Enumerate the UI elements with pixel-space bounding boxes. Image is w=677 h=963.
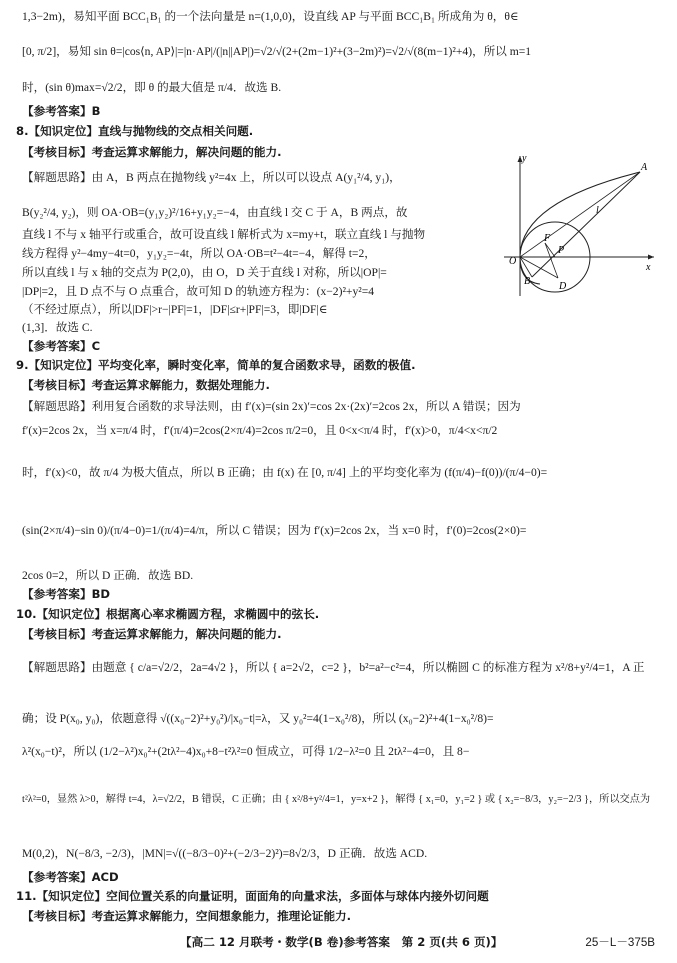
label-x: x — [646, 262, 651, 273]
text-line: 时，f′(x)<0，故 π/4 为极大值点，所以 B 正确；由 f(x) 在 [0, π/4] 上的平均变化率为 (f(π/4)−f(0))/(π/4−0)= — [22, 466, 548, 479]
text-line: (sin(2×π/4)−sin 0)/(π/4−0)=1/(π/4)=4/π，所以 C 错误；因为 f′(x)=2cos 2x，当 x=0 时，f′(0)=2cos(2×0)= — [22, 524, 527, 537]
label-l: l — [596, 205, 599, 216]
answer-label: 【参考答案】ACD — [22, 870, 119, 884]
section-heading: 【考核目标】考查运算求解能力，解决问题的能力. — [22, 145, 282, 159]
section-heading: 【考核目标】考查运算求解能力，数据处理能力. — [22, 378, 270, 392]
text-line: B(y₂²/4, y₂)，则 OA·OB=(y₁y₂)²/16+y₁y₂=−4，由直线 l 交 C 于 A，B 两点，故 — [22, 206, 408, 219]
label-f: F — [544, 233, 551, 244]
text-line: 1,3−2m)，易知平面 BCC₁B₁ 的一个法向量是 n=(1,0,0)，设直线 AP 与平面 BCC₁B₁ 所成角为 θ，θ∈ — [22, 10, 519, 23]
section-heading: 【考核目标】考查运算求解能力，解决问题的能力. — [22, 627, 282, 641]
section-heading: 10.【知识定位】根据离心率求椭圆方程，求椭圆中的弦长. — [16, 607, 320, 621]
text-line: 2cos 0=2，所以 D 正确．故选 BD. — [22, 569, 194, 582]
label-y: y — [522, 153, 527, 164]
text-line: λ²(x₀−t)²，所以 (1/2−λ²)x₀²+(2tλ²−4)x₀+8−t²λ²=0 恒成立，可得 1/2−λ²=0 且 2tλ²−4=0，且 8− — [22, 745, 470, 758]
label-b: B — [524, 276, 531, 287]
section-heading: 【考核目标】考查运算求解能力，空间想象能力，推理论证能力. — [22, 909, 352, 923]
label-d: D — [559, 281, 567, 292]
text-line: f′(x)=2cos 2x，当 x=π/4 时，f′(π/4)=2cos(2×π/4)=2cos π/2=0，且 0<x<π/4 时，f′(x)>0，π/4<x<π/2 — [22, 424, 498, 437]
segment-fp — [545, 243, 555, 257]
text-line: (1,3]．故选 C. — [22, 321, 93, 334]
footer-code: 25－L－375B — [585, 936, 655, 949]
parabola-circle-figure — [500, 150, 660, 300]
text-line: t²λ²=0，显然 λ>0，解得 t=4，λ=√2/2，B 错误，C 正确；由 { x²/8+y²/4=1，y=x+2 }，解得 { x₁=0，y₁=2 } 或 { x₂=−8/3，y₂=−2/3 }，所以交点为 — [22, 794, 651, 805]
section-heading: 8.【知识定位】直线与抛物线的交点相关问题. — [16, 124, 254, 138]
text-line: 确；设 P(x₀, y₀)，依题意得 √((x₀−2)²+y₀²)/|x₀−t|=λ，又 y₀²=4(1−x₀²/8)，所以 (x₀−2)²+4(1−x₀²/8)= — [22, 712, 494, 725]
text-line: 【解题思路】由 A，B 两点在抛物线 y²=4x 上，所以可以设点 A(y₁²/4, y₁)， — [22, 171, 401, 184]
text-line: 时，(sin θ)max=√2/2，即 θ 的最大值是 π/4．故选 B. — [22, 81, 282, 94]
label-a: A — [641, 162, 648, 173]
line-l — [532, 172, 640, 277]
section-heading: 9.【知识定位】平均变化率，瞬时变化率，简单的复合函数求导，函数的极值. — [16, 358, 416, 372]
text-line: [0, π/2]，易知 sin θ=|cos⟨n, AP⟩|=|n·AP|/(|n||AP|)=√2/√(2+(2m−1)²+(3−2m)²)=√2/√(8(m−1)²+4)，所以 m=1 — [22, 45, 532, 58]
text-line: （不经过原点），所以|DF|>r−|PF|=1，|DF|≤r+|PF|=3，即|DF|∈ — [22, 303, 328, 316]
section-heading: 11.【知识定位】空间位置关系的向量证明，面面角的向量求法，多面体与球体内接外切问题 — [16, 889, 489, 903]
text-line: 直线 l 不与 x 轴平行或重合，故可设直线 l 解析式为 x=my+t，联立直线 l 与抛物 — [22, 228, 426, 241]
segment-od — [520, 257, 558, 278]
text-line: 【解题思路】利用复合函数的求导法则，由 f′(x)=(sin 2x)′=cos 2x·(2x)′=2cos 2x，所以 A 错误；因为 — [22, 400, 521, 413]
segment-oa — [520, 172, 640, 257]
x-axis-arrow — [648, 255, 654, 260]
segment-fd — [545, 243, 558, 278]
label-o: O — [509, 256, 517, 267]
answer-label: 【参考答案】B — [22, 104, 101, 118]
text-line: 所以直线 l 与 x 轴的交点为 P(2,0)，由 O，D 关于直线 l 对称，所以|OP|= — [22, 266, 387, 279]
text-line: |DP|=2，且 D 点不与 O 点重合，故可知 D 的轨迹方程为：(x−2)²+y²=4 — [22, 285, 375, 298]
text-line: 线方程得 y²−4my−4t=0，y₁y₂=−4t，所以 OA·OB=t²−4t=−4，解得 t=2， — [22, 247, 376, 260]
text-line: M(0,2)，N(−8/3, −2/3)，|MN|=√((−8/3−0)²+(−2/3−2)²)=8√2/3，D 正确．故选 ACD. — [22, 847, 428, 860]
label-p: P — [558, 245, 565, 256]
answer-label: 【参考答案】BD — [22, 587, 111, 601]
answer-label: 【参考答案】C — [22, 339, 101, 353]
footer-title: 【高二 12 月联考・数学(B 卷)参考答案 第 2 页(共 6 页)】 — [180, 935, 503, 949]
text-line: 【解题思路】由题意 { c/a=√2/2，2a=4√2 }，所以 { a=2√2，c=2 }，b²=a²−c²=4，所以椭圆 C 的标准方程为 x²/8+y²/4=1，A 正 — [22, 661, 645, 674]
